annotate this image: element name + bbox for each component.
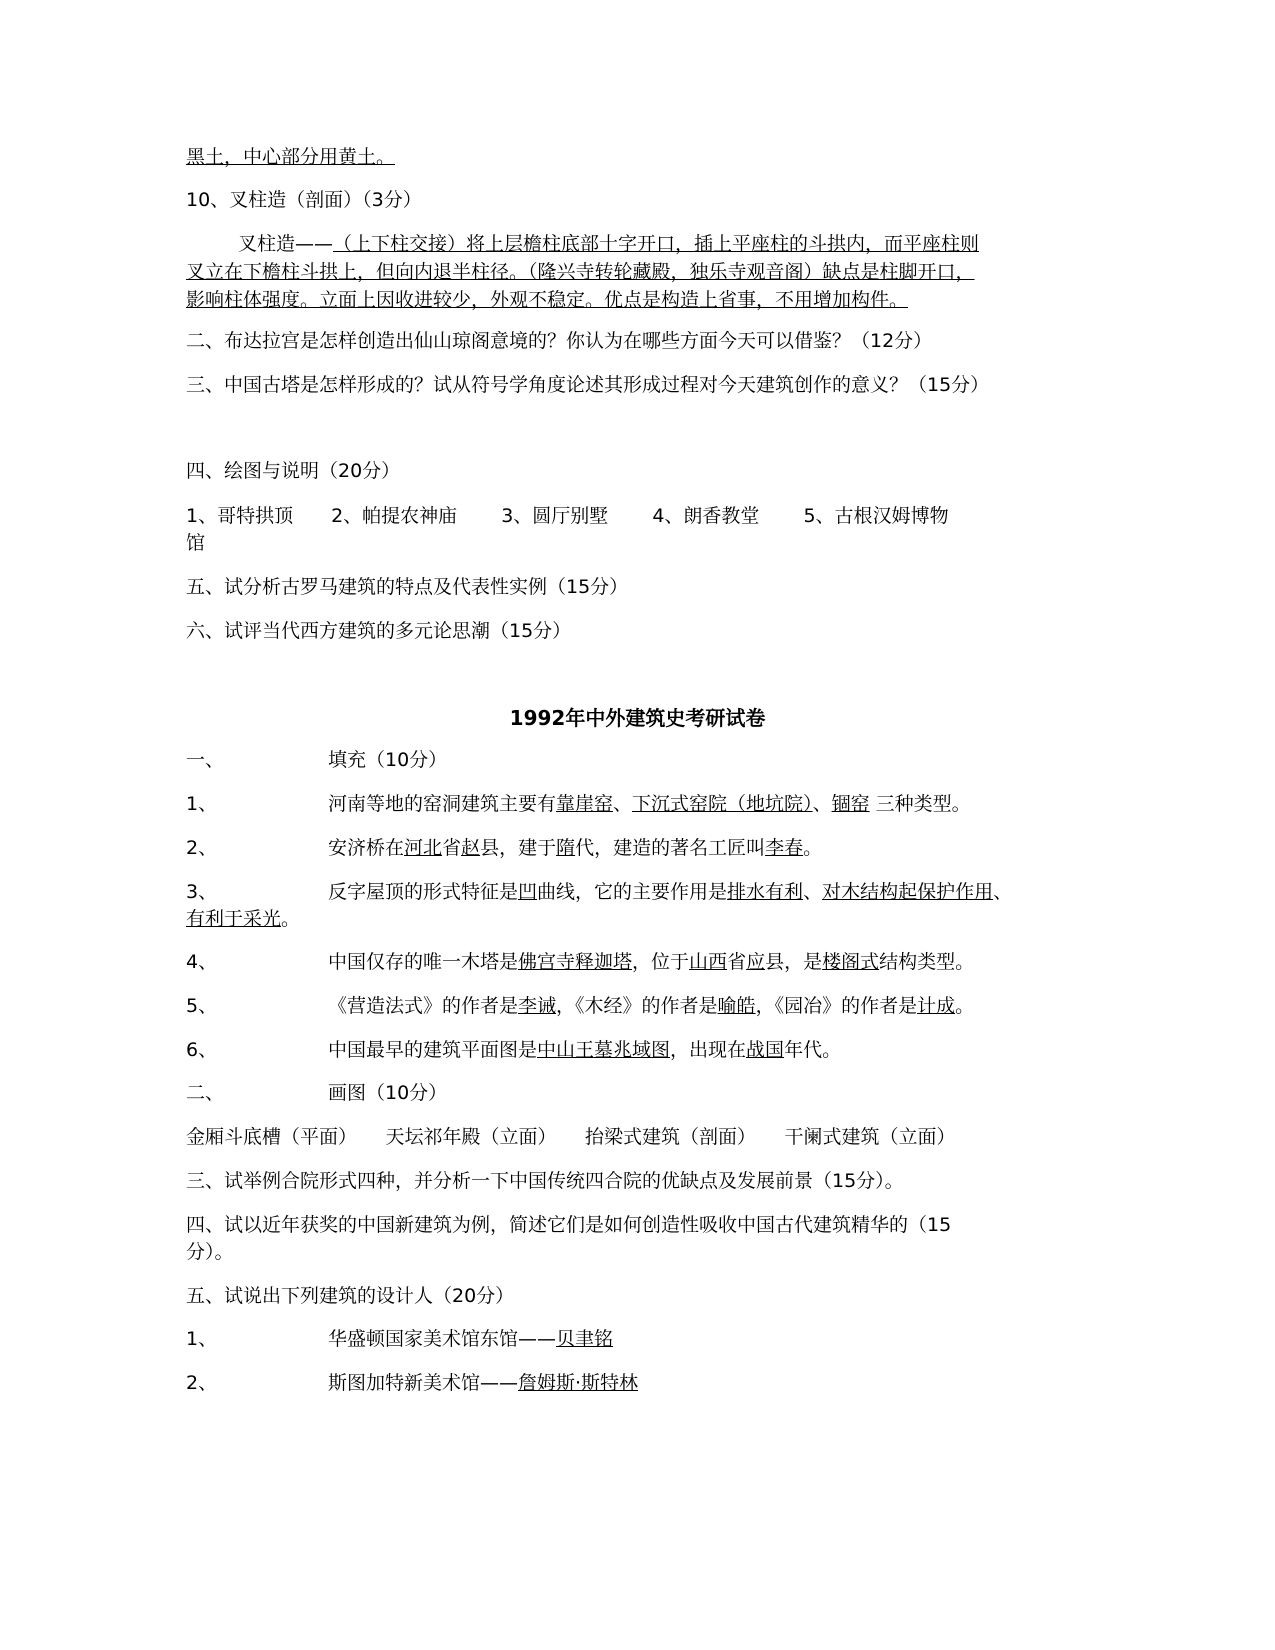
exam-title: 1992年中外建筑史考研试卷 (509, 706, 766, 730)
section-5: 五、试说出下列建筑的设计人（20分） (186, 1285, 515, 1307)
item-10-heading: 10、叉柱造（剖面）（3分） (186, 189, 422, 211)
drawing-items: 金厢斗底槽（平面） 天坛祁年殿（立面） 抬梁式建筑（剖面） 干阑式建筑（立面） (186, 1126, 956, 1148)
question-3: 三、中国古塔是怎样形成的？试从符号学角度论述其形成过程对今天建筑创作的意义？（15分） (186, 374, 990, 396)
fill-question-1: 1、 河南等地的窑洞建筑主要有靠崖窑、下沉式窑院（地坑院）、锢窑 三种类型。 (186, 793, 971, 815)
drawing-list: 1、哥特拱顶 2、帕提农神庙 3、圆厅别墅 4、朗香教堂 5、古根汉姆博物 (186, 505, 949, 527)
designer-item-2: 2、 斯图加特新美术馆——詹姆斯·斯特林 (186, 1372, 639, 1394)
fill-question-3-continuation: 有利于采光。 (186, 908, 301, 930)
question-5: 五、试分析古罗马建筑的特点及代表性实例（15分） (186, 576, 629, 598)
section-1: 一、 填充（10分） (186, 749, 448, 771)
question-2: 二、布达拉宫是怎样创造出仙山琼阁意境的？你认为在哪些方面今天可以借鉴？（12分） (186, 330, 933, 352)
section-4: 四、试以近年获奖的中国新建筑为例，简述它们是如何创造性吸收中国古代建筑精华的（15 (186, 1214, 952, 1236)
fill-question-2: 2、 安济桥在河北省赵县，建于隋代，建造的著名工匠叫李春。 (186, 837, 823, 859)
fill-question-4: 4、 中国仅存的唯一木塔是佛宫寺释迦塔，位于山西省应县，是楼阁式结构类型。 (186, 951, 975, 973)
section-3: 三、试举例合院形式四种，并分析一下中国传统四合院的优缺点及发展前景（15分）。 (186, 1170, 904, 1192)
section-2: 二、 画图（10分） (186, 1082, 448, 1104)
section-4-continuation: 分）。 (186, 1241, 234, 1263)
question-6: 六、试评当代西方建筑的多元论思潮（15分） (186, 620, 572, 642)
designer-item-1: 1、 华盛顿国家美术馆东馆——贝聿铭 (186, 1328, 614, 1350)
drawing-list-continuation: 馆 (186, 532, 206, 554)
fill-question-3: 3、 反字屋顶的形式特征是凹曲线，它的主要作用是排水有利、对木结构起保护作用、 (186, 881, 1013, 903)
fill-question-5: 5、 《营造法式》的作者是李诫，《木经》的作者是喻皓，《园冶》的作者是计成。 (186, 995, 975, 1017)
answer-line: 叉立在下檐柱斗拱上，但向内退半柱径。（隆兴寺转轮藏殿，独乐寺观音阁）缺点是柱脚开口， (186, 261, 975, 283)
fill-question-6: 6、 中国最早的建筑平面图是中山王墓兆域图，出现在战国年代。 (186, 1039, 842, 1061)
answer-line: 叉柱造——（上下柱交接）将上层檐柱底部十字开口，插上平座柱的斗拱内，而平座柱则 (238, 233, 980, 255)
answer-continuation: 黑土，中心部分用黄土。 (186, 146, 396, 168)
question-4: 四、绘图与说明（20分） (186, 460, 401, 482)
answer-line: 影响柱体强度。立面上因收进较少，外观不稳定。优点是构造上省事，不用增加构件。 (186, 289, 909, 311)
